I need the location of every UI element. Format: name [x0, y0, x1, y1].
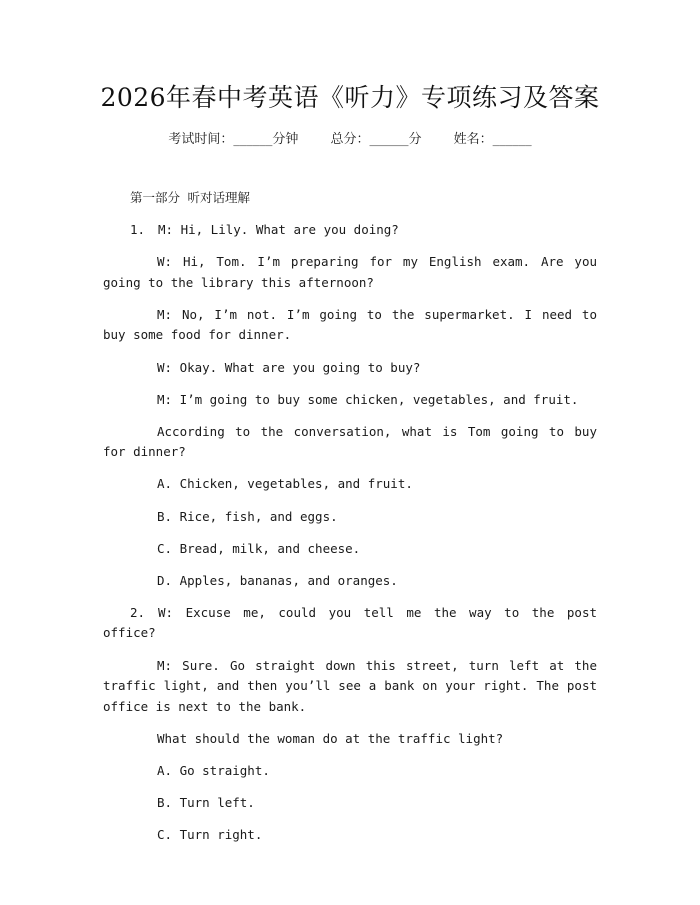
q1-option-b: B. Rice, fish, and eggs. [157, 508, 338, 524]
q1-dialogue-3: M: No, I’m not. I’m going to the supermarket. I need to buy some food for dinner. [103, 306, 597, 343]
q1-option-d: D. Apples, bananas, and oranges. [157, 572, 398, 588]
q1-number: 1. [130, 222, 146, 238]
total-score-label: 总分： [330, 132, 370, 147]
total-score-field [330, 132, 421, 147]
q2-number: 2. [130, 604, 146, 620]
exam-time-unit: 分钟 [272, 132, 299, 147]
q1-dialogue-4: W: Okay. What are you going to buy? [157, 359, 421, 375]
q2-dialogue-2: M: Sure. Go straight down this street, turn left at the traffic light, and then you’ll see a bank on your right. The post office is next to the bank. [103, 657, 597, 714]
q1-question: According to the conversation, what is Tom going to buy for dinner? [103, 423, 597, 460]
page-title: 2026年春中考英语《听力》专项练习及答案 [100, 83, 600, 112]
name-field [454, 132, 532, 147]
q1-dialogue-1: M: Hi, Lily. What are you doing? [158, 222, 399, 238]
q2-option-c: C. Turn right. [157, 827, 263, 843]
q1-line-1 [103, 220, 597, 241]
q2-question: What should the woman do at the traffic light? [157, 730, 504, 746]
q1-dialogue-5: M: I’m going to buy some chicken, vegetables, and fruit. [157, 391, 579, 407]
exam-time-blank: ______ [233, 132, 273, 147]
q2-option-b: B. Turn left. [157, 794, 255, 810]
q2-option-a: A. Go straight. [157, 762, 270, 778]
q1-dialogue-2: W: Hi, Tom. I’m preparing for my English exam. Are you going to the library this afternoon? [103, 254, 597, 290]
exam-info-line [0, 131, 700, 149]
q1-option-c: C. Bread, milk, and cheese. [157, 540, 361, 556]
q1-option-a: A. Chicken, vegetables, and fruit. [157, 476, 413, 492]
exam-time-label: 考试时间： [168, 132, 234, 147]
section-heading: 第一部分 听对话理解 [130, 190, 251, 205]
document-body [103, 188, 597, 857]
total-score-blank: ______ [369, 132, 409, 147]
q2-dialogue-1: W: Excuse me, could you tell me the way to the post office? [103, 604, 597, 641]
name-blank: ______ [492, 132, 532, 147]
total-score-unit: 分 [408, 132, 422, 147]
q2-line-1 [103, 603, 597, 644]
name-label: 姓名： [453, 132, 493, 147]
exam-time-field [168, 132, 298, 147]
